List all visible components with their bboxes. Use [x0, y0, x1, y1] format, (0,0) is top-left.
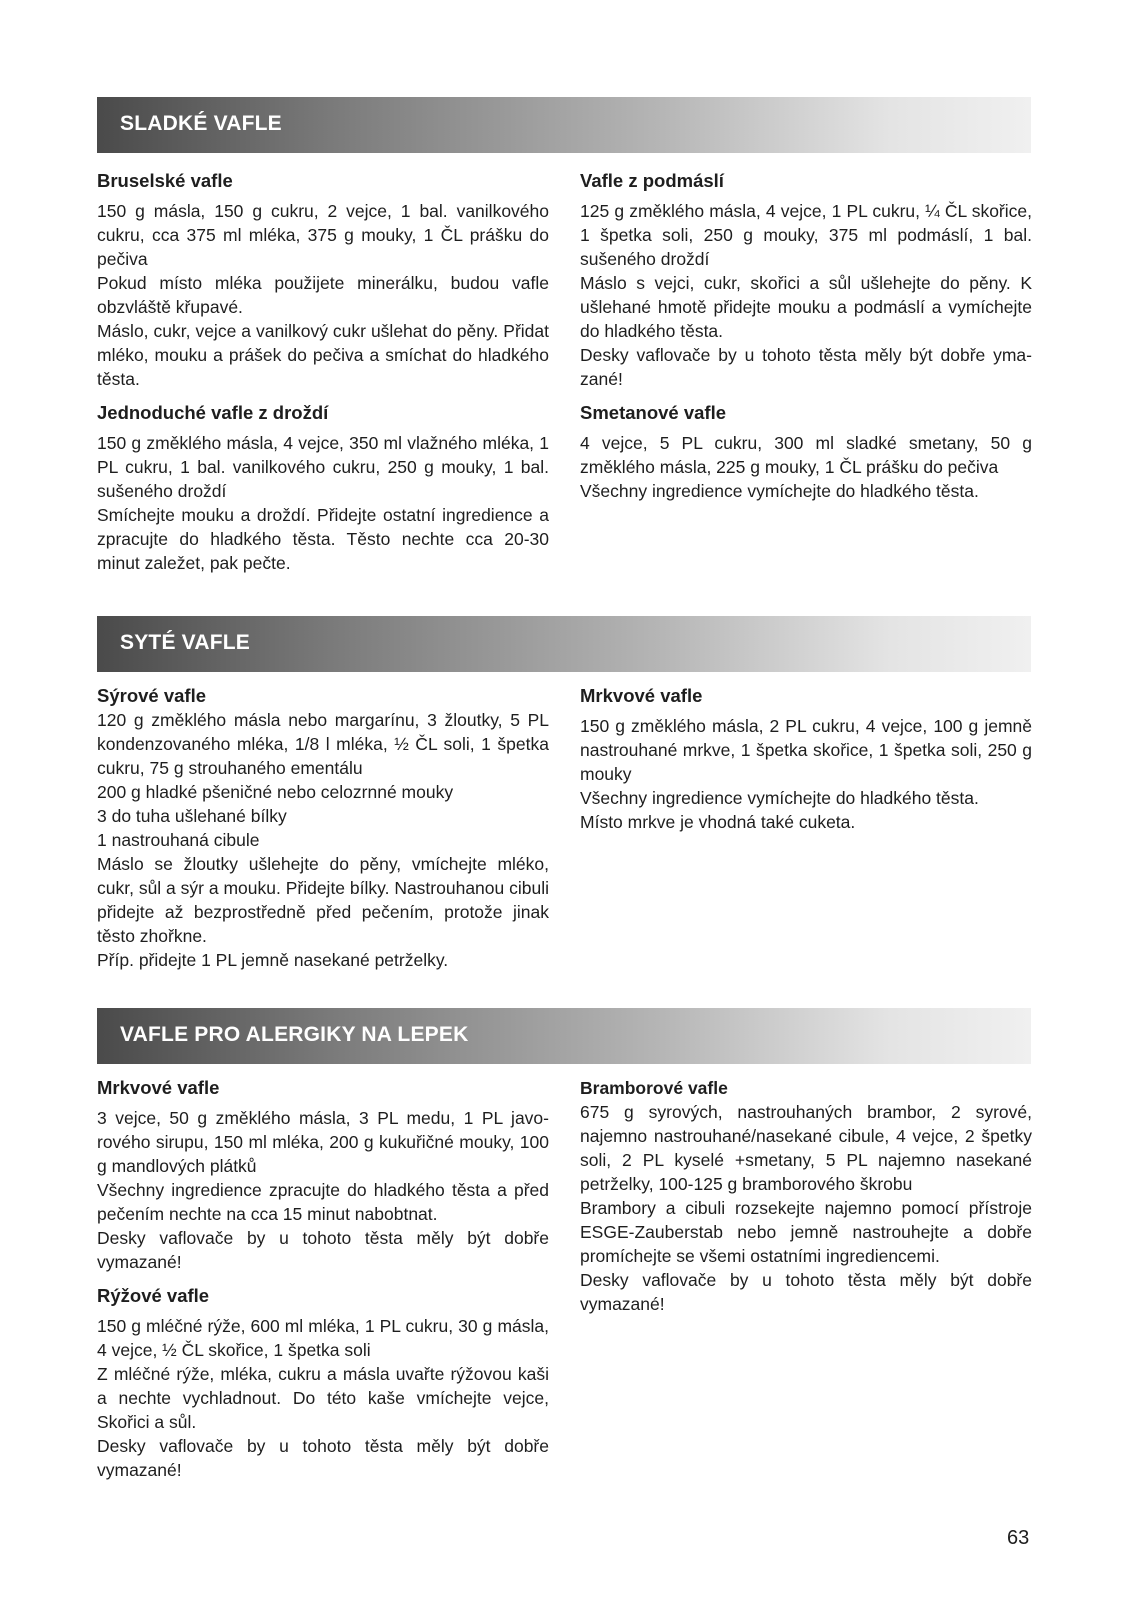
page-number: 63 [1007, 1527, 1030, 1549]
section-header-sweet-waffles [97, 97, 1031, 153]
recipe-title: Bramborové vafle [580, 1078, 728, 1098]
recipe-paragraph: Desky vaflovače by u tohoto těsta měly být dobře vymazané! [97, 1436, 549, 1480]
recipe [580, 1076, 1032, 1316]
section-header-savory-waffles [97, 616, 1031, 672]
recipe-title: Rýžové vafle [97, 1285, 210, 1306]
recipe [97, 169, 549, 391]
recipe-paragraph: 150 g másla, 150 g cukru, 2 vejce, 1 bal. vanilkového cukru, cca 375 ml mléka, 375 g mouky, 1 ČL prášku do pečiva [97, 201, 549, 269]
recipe-paragraph: 120 g změklého másla nebo margarínu, 3 žloutky, 5 PL kondenzovaného mléka, 1/8 l mléka, ½ ČL soli, 1 špetka cukru, 75 g strouhaného ementálu [97, 710, 549, 778]
recipe-paragraph: 125 g změklého másla, 4 vejce, 1 PL cukru, ¼ ČL skořice, 1 špetka soli, 250 g mouky, 375 ml podmáslí, 1 bal. sušeného droždí [580, 201, 1032, 269]
recipe-title: Mrkvové vafle [97, 1077, 220, 1098]
recipe-title: Sýrové vafle [97, 685, 207, 706]
recipe-paragraph: 150 g mléčné rýže, 600 ml mléka, 1 PL cukru, 30 g másla, 4 vejce, ½ ČL skořice, 1 špetka soli [97, 1316, 549, 1360]
recipe-paragraph: Z mléčné rýže, mléka, cukru a másla uvařte rýžovou kaši a nechte vychladnout. Do této kaše vmíchejte vejce, Skořici a sůl. [97, 1364, 549, 1432]
recipe-paragraph: 3 vejce, 50 g změklého másla, 3 PL medu, 1 PL javorového sirupu, 150 ml mléka, 200 g kukuřičné mouky, 100 g mandlových plátků [97, 1108, 549, 1176]
recipe-paragraph: 3 do tuha ušlehané bílky [97, 806, 287, 826]
recipe [580, 401, 1032, 503]
recipe-title: Vafle z podmáslí [580, 170, 724, 191]
recipe-paragraph: 4 vejce, 5 PL cukru, 300 ml sladké smetany, 50 g změklého másla, 225 g mouky, 1 ČL prášku do pečiva [580, 433, 1032, 477]
recipe-paragraph: Brambory a cibuli rozsekejte najemno pomocí přístroje ESGE-Zauberstab nebo jemně nastrouhejte a dobře promíchejte se všemi ostatními ingrediencemi. [580, 1198, 1032, 1266]
recipe-paragraph: 150 g změklého másla, 4 vejce, 350 ml vlažného mléka, 1 PL cukru, 1 bal. vanilkového cukru, 250 g mouky, 1 bal. sušeného droždí [97, 433, 549, 501]
recipe-title: Mrkvové vafle [580, 685, 703, 706]
column-right [580, 169, 1032, 503]
recipe-paragraph: Všechny ingredience vymíchejte do hladkého těsta. [580, 788, 979, 808]
column-left [97, 169, 549, 575]
recipe-title: Jednoduché vafle z droždí [97, 402, 329, 423]
recipe-paragraph: Všechny ingredience zpracujte do hladkého těsta a před pečením nechte na cca 15 minut nabobtnat. [97, 1180, 549, 1224]
section-title: VAFLE PRO ALERGIKY NA LEPEK [120, 1023, 469, 1046]
recipe-paragraph: Příp. přidejte 1 PL jemně nasekané petrželky. [97, 950, 449, 970]
column-right [580, 1076, 1032, 1316]
recipe-paragraph: Všechny ingredience vymíchejte do hladkého těsta. [580, 481, 979, 501]
recipe-title: Smetanové vafle [580, 402, 727, 423]
recipe-paragraph: Smíchejte mouku a droždí. Přidejte ostatní ingredience a zpracujte do hladkého těsta. Těsto nechte cca 20-30 minut zaležet, pak pečte. [97, 505, 549, 573]
section-header-gluten-free-waffles [97, 1008, 1031, 1064]
recipe-paragraph: 1 nastrouhaná cibule [97, 830, 260, 850]
recipe-paragraph: Desky vaflovače by u tohoto těsta měly být dobře ymazané! [580, 345, 1032, 389]
recipe-paragraph: Máslo s vejci, cukr, skořici a sůl ušlehejte do pěny. K ušlehané hmotě přidejte mouku a podmáslí a vymíchejte do hladkého těsta. [580, 273, 1032, 341]
recipe [97, 1284, 549, 1482]
recipe-paragraph: Místo mrkve je vhodná také cuketa. [580, 812, 856, 832]
column-left [97, 684, 549, 972]
section-title: SLADKÉ VAFLE [120, 112, 282, 135]
section-title: SYTÉ VAFLE [120, 631, 250, 654]
column-right [580, 684, 1032, 834]
recipe-title: Bruselské vafle [97, 170, 233, 191]
recipe [580, 169, 1032, 391]
recipe [97, 401, 549, 575]
recipe-paragraph: Máslo se žloutky ušlehejte do pěny, vmíchejte mléko, cukr, sůl a sýr a mouku. Přidejte bílky. Nastrouhanou cibuli přidejte až bezprostředně před pečením, protože jinak těsto zhořkne. [97, 854, 549, 946]
recipe-paragraph: Pokud místo mléka použijete minerálku, budou vafle obzvláště křupavé. [97, 273, 549, 317]
recipe-paragraph: 150 g změklého másla, 2 PL cukru, 4 vejce, 100 g jemně nastrouhané mrkve, 1 špetka skořice, 1 špetka soli, 250 g mouky [580, 716, 1032, 784]
recipe [97, 1076, 549, 1274]
recipe-paragraph: 200 g hladké pšeničné nebo celozrnné mouky [97, 782, 454, 802]
recipe [97, 684, 549, 972]
recipe [580, 684, 1032, 834]
column-left [97, 1076, 549, 1482]
recipe-paragraph: Desky vaflovače by u tohoto těsta měly být dobře vymazané! [580, 1270, 1032, 1314]
recipe-paragraph: Máslo, cukr, vejce a vanilkový cukr ušlehat do pěny. Přidat mléko, mouku a prášek do pečiva a smíchat do hladkého těsta. [97, 321, 549, 389]
recipe-paragraph: 675 g syrových, nastrouhaných brambor, 2 syrové, najemno nastrouhané/nasekané cibule, 4 vejce, 2 špetky soli, 2 PL kyselé +smetany, 5 PL najemno nasekané petrželky, 100-125 g bramborového škrobu [580, 1102, 1032, 1194]
recipe-paragraph: Desky vaflovače by u tohoto těsta měly být dobře vymazané! [97, 1228, 549, 1272]
